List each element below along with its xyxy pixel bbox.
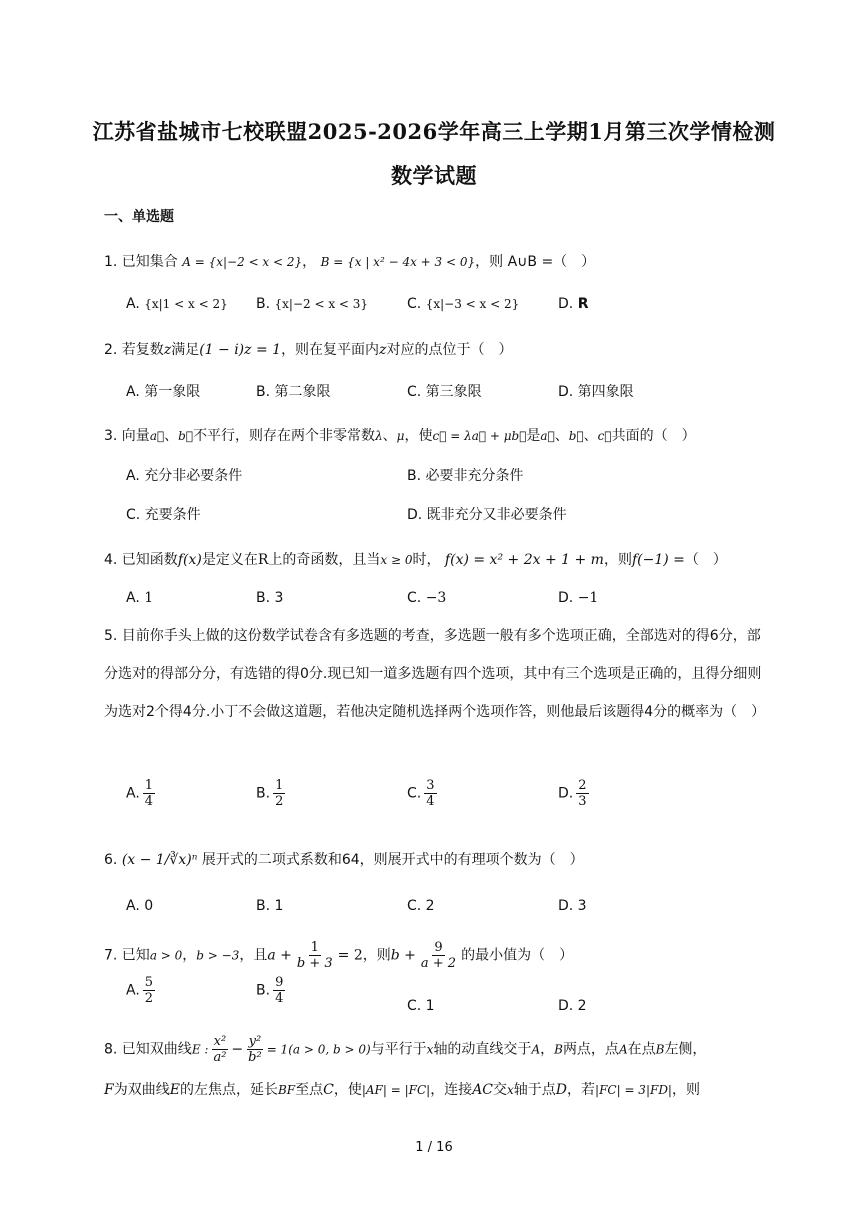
q1-suffix: ，则 A∪B =（ ） (475, 254, 596, 270)
q1-option-c: C. {x|−3 < x < 2} (407, 296, 520, 312)
q1-prefix: 1. 已知集合 (104, 254, 178, 270)
q5-option-c: C. $\frac{3}{4}$ (407, 778, 435, 809)
q3-option-b: B. 必要非充分条件 (407, 468, 524, 484)
question-8-line-2: F为双曲线E的左焦点，延长BF至点C，使|AF| = |FC|，连接AC交x轴于点D，若|FC| = 3|FD|，则 (104, 1082, 700, 1098)
q3-option-c: C. 充要条件 (126, 507, 201, 523)
q2-option-d: D. 第四象限 (558, 384, 634, 400)
question-8: 8. 已知双曲线E : $\frac{\text{x²}}{\text{a²}}$ − $\frac{\text{y²}}{\text{b²}}$ = 1(a > 0, b > 0)与平行于x轴的动直线交于A，B两点，点A在点B左侧， (104, 1034, 707, 1065)
q1-option-d: D. R (558, 296, 589, 312)
question-7: 7. 已知a > 0，b > −3，且a + $\frac{1}{b + 3}$ = 2，则b + $\frac{9}{a + 2}$ 的最小值为（ ） (104, 940, 574, 971)
q4-option-a: A. 1 (126, 590, 154, 606)
q6-expression: (x − 1/∛x)ⁿ (121, 852, 198, 868)
q7-option-d: D. 2 (558, 998, 587, 1014)
q4-equation: f(x) = x² + 2x + 1 + m (444, 552, 604, 568)
q1-option-a: A. {x|1 < x < 2} (126, 296, 228, 312)
question-3: 3. 向量a⃗、b⃗不平行，则存在两个非零常数λ、μ，使c⃗ = λa⃗ + μb⃗是a⃗、b⃗、c⃗共面的（ ） (104, 428, 696, 444)
q2-equation: (1 − i)z = 1 (199, 342, 282, 358)
q2-option-c: C. 第三象限 (407, 384, 482, 400)
section-heading: 一、单选题 (104, 209, 174, 225)
question-1: 1. 已知集合 A = {x|−2 < x < 2}， B = {x | x² − 4x + 3 < 0}，则 A∪B =（ ） (104, 254, 596, 270)
q3-option-a: A. 充分非必要条件 (126, 468, 243, 484)
q6-option-a: A. 0 (126, 898, 154, 914)
q6-option-d: D. 3 (558, 898, 587, 914)
exam-subtitle: 数学试题 (391, 163, 477, 188)
q6-option-c: C. 2 (407, 898, 435, 914)
q4-option-b: B. 3 (256, 590, 284, 606)
q7-option-c: C. 1 (407, 998, 435, 1014)
exam-title: 江苏省盐城市七校联盟2025-2026学年高三上学期1月第三次学情检测 (92, 119, 776, 144)
question-4: 4. 已知函数f(x)是定义在R上的奇函数，且当x ≥ 0时， f(x) = x² + 2x + 1 + m，则f(−1) =（ ） (104, 552, 727, 568)
q3-equation: c⃗ = λa⃗ + μb⃗ (432, 429, 527, 443)
q2-option-b: B. 第二象限 (256, 384, 331, 400)
q7-option-b: B. $\frac{9}{4}$ (256, 975, 284, 1006)
q1-option-b: B. {x|−2 < x < 3} (256, 296, 369, 312)
q4-option-c: C. −3 (407, 590, 447, 606)
q6-option-b: B. 1 (256, 898, 284, 914)
q3-option-d: D. 既非充分又非必要条件 (407, 507, 567, 523)
q7-option-a: A. $\frac{5}{2}$ (126, 975, 154, 1006)
q1-set-b: B = {x | x² − 4x + 3 < 0} (320, 255, 476, 269)
q5-option-a: A. $\frac{1}{4}$ (126, 778, 154, 809)
q4-option-d: D. −1 (558, 590, 599, 606)
q1-set-a: A = {x|−2 < x < 2} (182, 255, 303, 269)
question-6: 6. (x − 1/∛x)ⁿ 展开式的二项式系数和64，则展开式中的有理项个数为（ ） (104, 852, 584, 868)
page-number: 1 / 16 (415, 1140, 453, 1155)
q5-option-d: D. $\frac{2}{3}$ (558, 778, 587, 809)
question-5: 5. 目前你手头上做的这份数学试卷含有多选题的考查，多选题一般有多个选项正确，全部选对的得6分，部分选对的得部分分，有选错的得0分.现已知一道多选题有四个选项，其中有三个选项是正确的，且得分细则为选对2个得4分.小丁不会做这道题，若他决定随机选择两个选项作答，则他最后该题得4分的概率为（ ） (104, 628, 766, 720)
q2-option-a: A. 第一象限 (126, 384, 201, 400)
question-2: 2. 若复数z满足(1 − i)z = 1，则在复平面内z对应的点位于（ ） (104, 342, 513, 358)
q5-option-b: B. $\frac{1}{2}$ (256, 778, 284, 809)
